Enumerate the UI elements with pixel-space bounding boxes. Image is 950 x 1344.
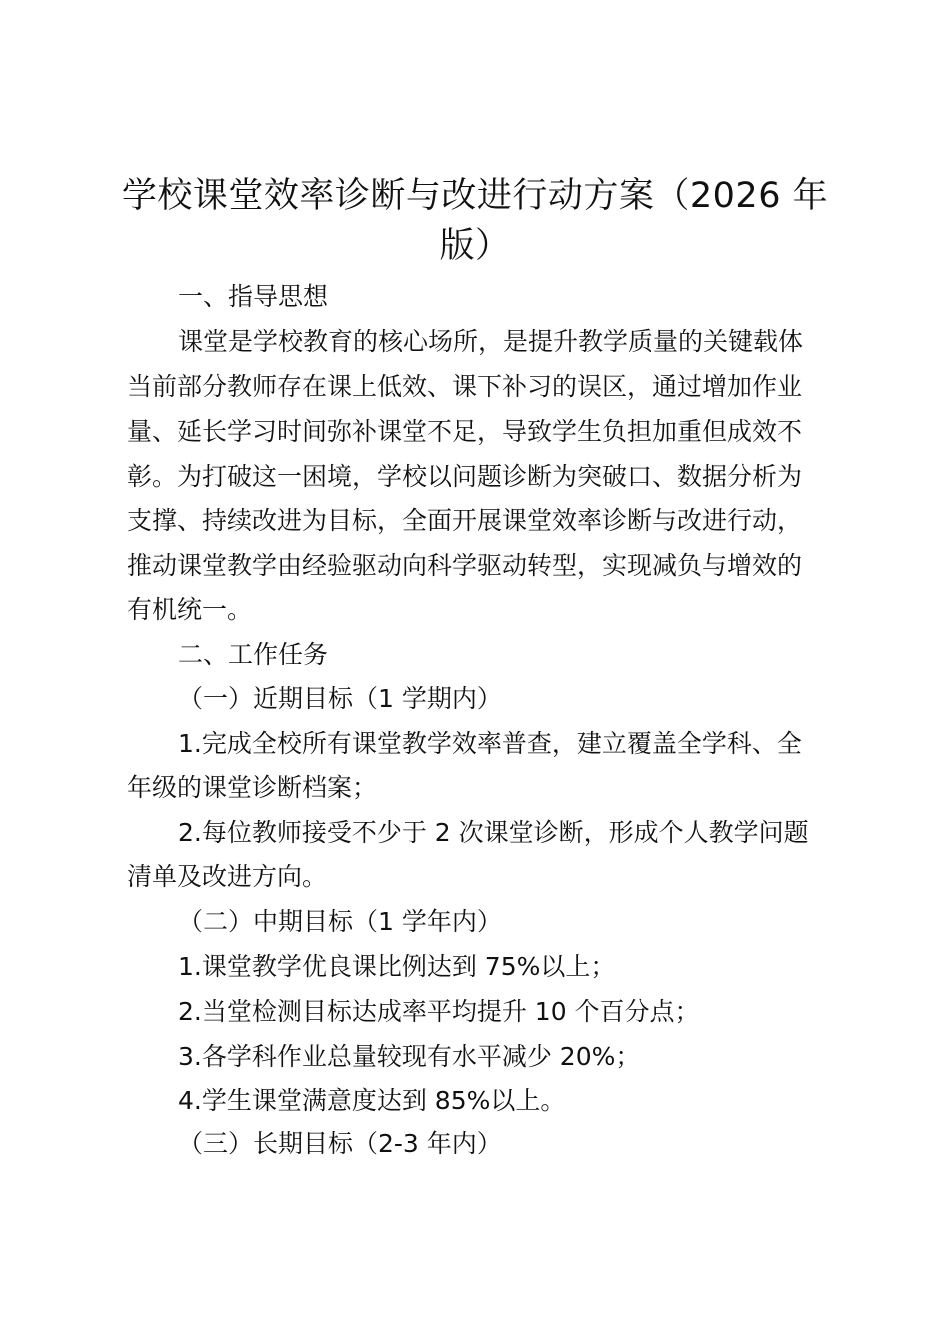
list-item-line: 年级的课堂诊断档案； — [127, 773, 378, 802]
list-item-line: 清单及改进方向。 — [127, 862, 328, 891]
paragraph-line: 推动课堂教学由经验驱动向科学驱动转型，实现减负与增效的 — [127, 551, 803, 580]
paragraph-line: 量、延长学习时间弥补课堂不足，导致学生负担加重但成效不 — [127, 417, 803, 446]
list-item-line: 3.各学科作业总量较现有水平减少 20%； — [178, 1042, 641, 1071]
paragraph-line: 当前部分教师存在课上低效、课下补习的误区，通过增加作业 — [127, 372, 803, 401]
paragraph-line: 有机统一。 — [127, 595, 253, 624]
paragraph-line: 支撑、持续改进为目标，全面开展课堂效率诊断与改进行动， — [127, 506, 803, 535]
list-item-line: 1.课堂教学优良课比例达到 75%以上； — [178, 952, 616, 981]
section-heading-work-tasks: 二、工作任务 — [178, 640, 329, 669]
list-item-line: 2.每位教师接受不少于 2 次课堂诊断，形成个人教学问题 — [178, 818, 809, 847]
list-item-line: 4.学生课堂满意度达到 85%以上。 — [178, 1086, 566, 1115]
subsection-heading-short-term: （一）近期目标（1 学期内） — [178, 684, 502, 713]
paragraph-line: 彰。为打破这一困境，学校以问题诊断为突破口、数据分析为 — [127, 462, 803, 491]
document-title-line-1: 学校课堂效率诊断与改进行动方案（2026 年 — [121, 176, 829, 216]
list-item-line: 2.当堂检测目标达成率平均提升 10 个百分点； — [178, 997, 700, 1026]
list-item-line: 1.完成全校所有课堂教学效率普查，建立覆盖全学科、全 — [178, 729, 802, 758]
paragraph-line: 课堂是学校教育的核心场所，是提升教学质量的关键载体 — [178, 327, 804, 356]
subsection-heading-mid-term: （二）中期目标（1 学年内） — [178, 907, 502, 936]
document-title-line-2: 版） — [439, 226, 511, 266]
section-heading-guiding-thought: 一、指导思想 — [178, 282, 329, 311]
subsection-heading-long-term: （三）长期目标（2-3 年内） — [178, 1129, 502, 1158]
